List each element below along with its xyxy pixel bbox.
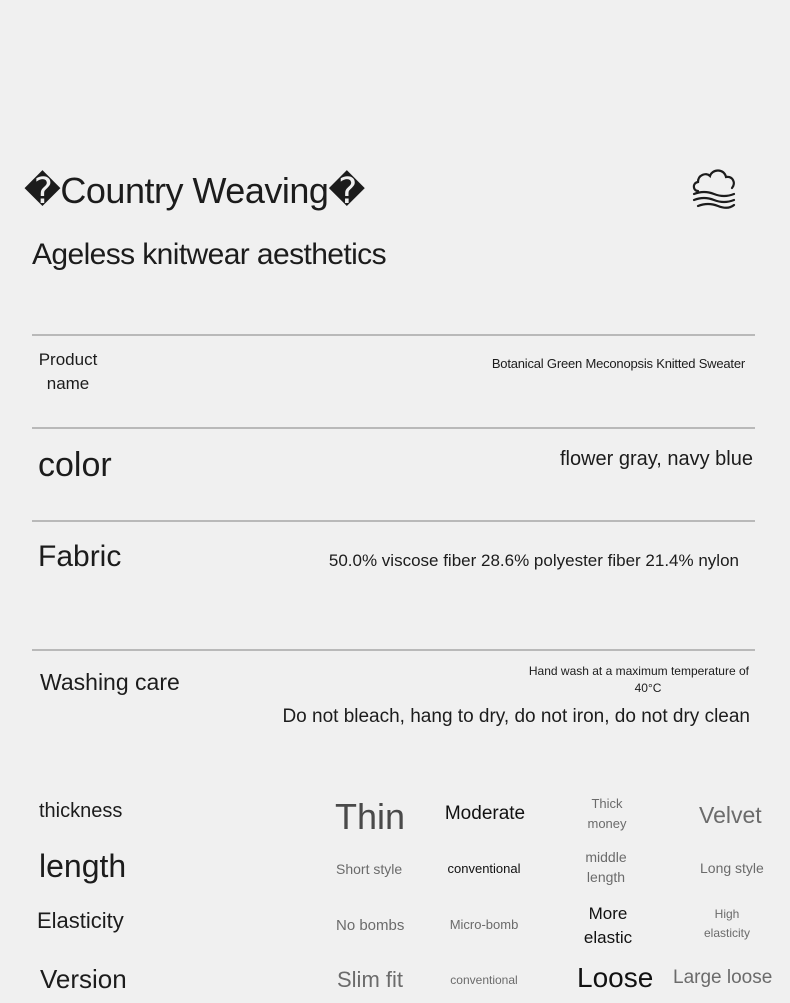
product-name-value: Botanical Green Meconopsis Knitted Sweater [491, 356, 745, 371]
elasticity-option-more-elastic: More elastic [583, 904, 633, 947]
version-label: Version [40, 964, 127, 994]
version-option-large-loose: Large loose [673, 967, 773, 988]
color-label: color [38, 446, 112, 484]
elasticity-option-high-elasticity: High elasticity [703, 907, 750, 940]
version-option-loose: Loose [577, 962, 654, 993]
color-value: flower gray, navy blue [559, 448, 753, 470]
thickness-option-thin: Thin [335, 796, 406, 837]
length-option-middle-length: middle length [585, 849, 627, 885]
fabric-value: 50.0% viscose fiber 28.6% polyester fiber 21.4% nylon [328, 551, 739, 570]
fabric-label: Fabric [38, 540, 122, 573]
elasticity-option-micro-bomb: Micro-bomb [449, 917, 519, 932]
divider [32, 427, 755, 429]
length-option-conventional: conventional [447, 861, 521, 876]
thickness-option-thick-money: Thick money [587, 796, 627, 831]
washing-care-label: Washing care [40, 669, 180, 695]
elasticity-label: Elasticity [37, 908, 124, 933]
cloud-wind-icon [690, 165, 738, 209]
washing-care-instructions: Do not bleach, hang to dry, do not iron, do not dry clean [282, 706, 750, 727]
divider [32, 649, 755, 651]
length-option-long-style: Long style [700, 860, 764, 876]
length-option-short-style: Short style [336, 861, 403, 877]
version-option-slim-fit: Slim fit [337, 967, 403, 992]
length-label: length [39, 848, 127, 884]
page-title: �Country Weaving� [24, 170, 365, 211]
product-name-label: Product name [38, 350, 98, 393]
thickness-label: thickness [39, 800, 123, 822]
washing-care-temp-value: 40°C [634, 681, 662, 695]
thickness-option-moderate: Moderate [444, 803, 526, 824]
elasticity-option-no-bombs: No bombs [336, 917, 405, 934]
divider [32, 334, 755, 336]
version-option-conventional: conventional [450, 973, 518, 987]
page-subtitle: Ageless knitwear aesthetics [32, 238, 386, 271]
washing-care-temp-line: Hand wash at a maximum temperature of [528, 664, 749, 678]
divider [32, 520, 755, 522]
thickness-option-velvet: Velvet [699, 802, 762, 828]
